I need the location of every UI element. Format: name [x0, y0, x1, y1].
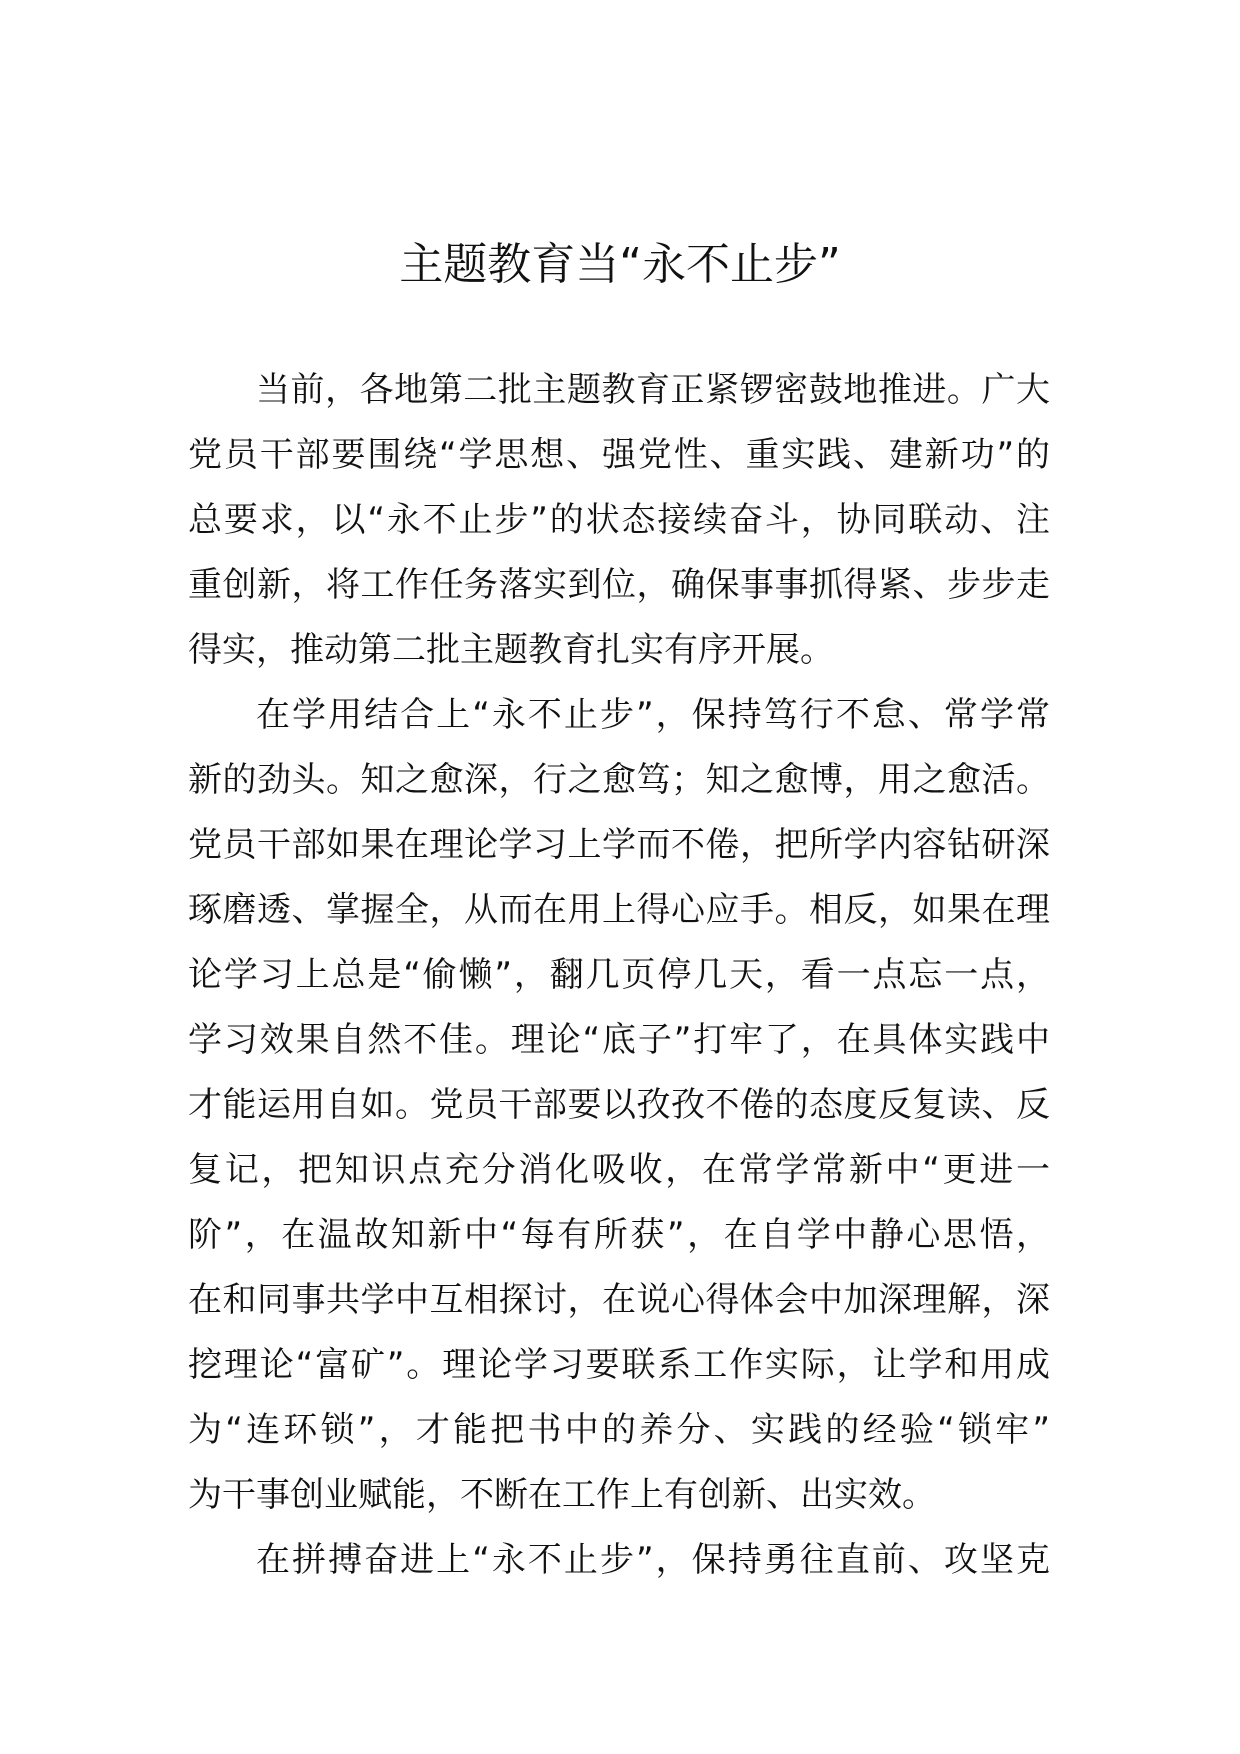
- text-line: 总要求，以“永不止步”的状态接续奋斗，协同联动、注: [188, 500, 1050, 540]
- text-line: 得实，推动第二批主题教育扎实有序开展。: [188, 630, 834, 670]
- text-line: 为干事创业赋能，不断在工作上有创新、出实效。: [188, 1475, 936, 1515]
- paragraph-3: [188, 1528, 1050, 1593]
- paragraph-1: [188, 358, 1050, 683]
- text-line: 党员干部要围绕“学思想、强党性、重实践、建新功”的: [188, 435, 1050, 475]
- text-line: 在学用结合上“永不止步”，保持笃行不怠、常学常: [256, 695, 1050, 735]
- text-line: 才能运用自如。党员干部要以孜孜不倦的态度反复读、反: [188, 1085, 1050, 1125]
- text-line: 琢磨透、掌握全，从而在用上得心应手。相反，如果在理: [188, 890, 1050, 930]
- document-body: [188, 358, 1050, 1593]
- paragraph-2: [188, 683, 1050, 1528]
- text-line: 重创新，将工作任务落实到位，确保事事抓得紧、步步走: [188, 565, 1050, 605]
- text-line: 学习效果自然不佳。理论“底子”打牢了，在具体实践中: [188, 1020, 1050, 1060]
- text-line: 挖理论“富矿”。理论学习要联系工作实际，让学和用成: [188, 1345, 1050, 1385]
- text-line: 为“连环锁”，才能把书中的养分、实践的经验“锁牢”: [188, 1410, 1050, 1450]
- text-line: 当前，各地第二批主题教育正紧锣密鼓地推进。广大: [256, 370, 1050, 410]
- document-title: 主题教育当“永不止步”: [399, 239, 841, 290]
- text-line: 在拼搏奋进上“永不止步”，保持勇往直前、攻坚克: [256, 1540, 1050, 1580]
- text-line: 党员干部如果在理论学习上学而不倦，把所学内容钻研深: [188, 825, 1050, 865]
- text-line: 阶”，在温故知新中“每有所获”，在自学中静心思悟，: [188, 1215, 1050, 1255]
- text-line: 复记，把知识点充分消化吸收，在常学常新中“更进一: [188, 1150, 1050, 1190]
- text-line: 论学习上总是“偷懒”，翻几页停几天，看一点忘一点，: [188, 955, 1050, 995]
- text-line: 新的劲头。知之愈深，行之愈笃；知之愈博，用之愈活。: [188, 760, 1050, 800]
- text-line: 在和同事共学中互相探讨，在说心得体会中加深理解，深: [188, 1280, 1050, 1320]
